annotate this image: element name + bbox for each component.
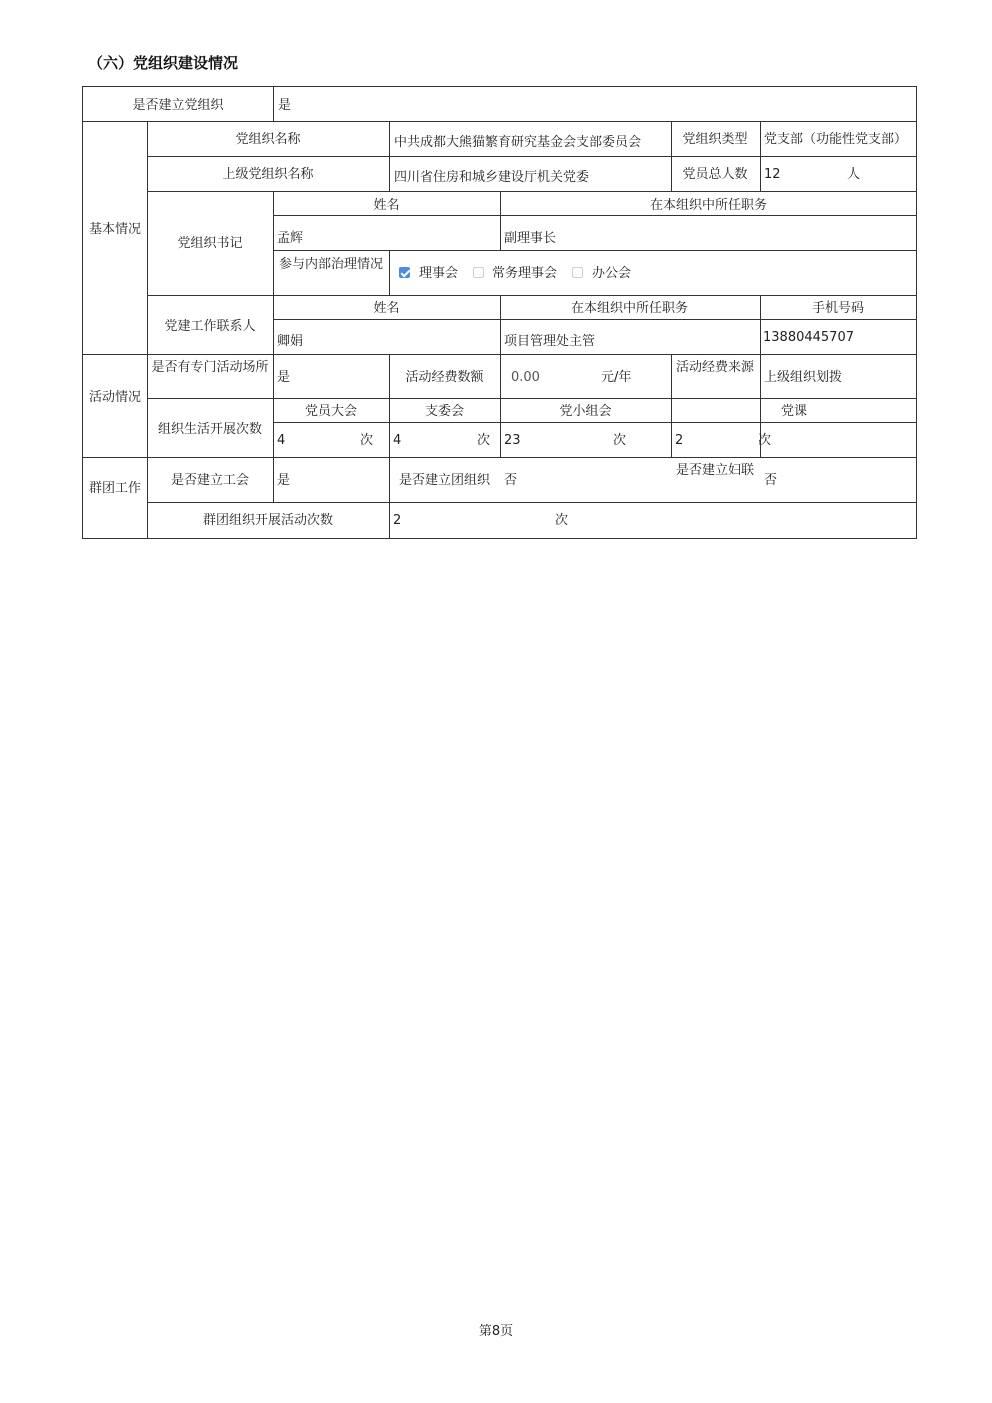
mass-count-value: 2: [393, 513, 402, 528]
secretary-label: 党组织书记: [177, 236, 243, 251]
section-heading: （六）党组织建设情况: [88, 54, 239, 72]
col-divider: [389, 502, 390, 538]
row-divider: [273, 319, 916, 320]
contact-name: 卿娟: [277, 334, 304, 349]
contact-label: 党建工作联系人: [164, 319, 256, 334]
org-type-label: 党组织类型: [682, 132, 748, 147]
row-divider: [147, 295, 916, 296]
member-count-unit: 人: [847, 167, 861, 182]
mass-count-unit: 次: [555, 513, 569, 528]
life-col-lecture: 党课: [780, 404, 807, 419]
life-col-congress: 党员大会: [304, 404, 357, 419]
mass-count-label: 群团组织开展活动次数: [202, 513, 333, 528]
established-value: 是: [278, 98, 292, 113]
life-unit-congress: 次: [360, 433, 374, 448]
life-value-group: 23: [504, 433, 521, 448]
parent-org-label: 上级党组织名称: [222, 167, 314, 182]
governance-checkbox-standing[interactable]: [473, 267, 484, 278]
secretary-name-header: 姓名: [373, 198, 400, 213]
funds-unit: 元/年: [601, 370, 632, 385]
col-divider: [389, 250, 390, 295]
venue-label: 是否有专门活动场所: [151, 360, 269, 375]
org-name-label: 党组织名称: [235, 132, 301, 147]
women-label: 是否建立妇联: [675, 463, 754, 478]
venue-value: 是: [277, 370, 291, 385]
contact-position-header: 在本组织中所任职务: [570, 301, 688, 316]
governance-option-office: 办公会: [592, 266, 632, 281]
funds-label: 活动经费数额: [405, 370, 484, 385]
row-divider: [273, 422, 916, 423]
contact-name-header: 姓名: [373, 301, 400, 316]
life-value-congress: 4: [277, 433, 286, 448]
row-divider: [273, 215, 916, 216]
union-label: 是否建立工会: [170, 473, 249, 488]
row-divider: [147, 398, 916, 399]
col-divider: [273, 354, 274, 502]
established-label: 是否建立党组织: [132, 98, 224, 113]
parent-org-value: 四川省住房和城乡建设厅机关党委: [394, 170, 590, 185]
life-unit-committee: 次: [477, 433, 491, 448]
funds-source-value: 上级组织划拨: [764, 370, 843, 385]
row-divider: [273, 250, 916, 251]
col-divider: [760, 121, 761, 191]
governance-option-standing: 常务理事会: [492, 266, 558, 281]
col-divider: [389, 121, 390, 191]
governance-option-board: 理事会: [419, 266, 459, 281]
row-divider: [83, 457, 916, 458]
row-divider: [147, 191, 916, 192]
page-number: 第8页: [478, 1324, 514, 1339]
secretary-position: 副理事长: [504, 231, 557, 246]
basic-info-label: 基本情况: [88, 222, 141, 237]
col-divider: [500, 354, 501, 398]
member-count-value: 12: [764, 167, 781, 182]
row-divider: [147, 502, 916, 503]
contact-phone: 13880445707: [763, 330, 854, 345]
life-col-group: 党小组会: [559, 404, 612, 419]
youth-value: 否: [504, 473, 518, 488]
col-divider: [273, 87, 274, 121]
contact-position: 项目管理处主管: [504, 334, 596, 349]
youth-label: 是否建立团组织: [398, 473, 490, 488]
col-divider: [273, 191, 274, 354]
governance-checkbox-office[interactable]: [572, 267, 583, 278]
row-divider: [83, 121, 916, 122]
life-value-committee: 4: [393, 433, 402, 448]
women-value: 否: [764, 473, 778, 488]
life-label: 组织生活开展次数: [157, 422, 262, 437]
life-col-committee: 支委会: [424, 404, 464, 419]
secretary-position-header: 在本组织中所任职务: [649, 198, 767, 213]
org-name-value: 中共成都大熊猫繁育研究基金会支部委员会: [394, 135, 642, 150]
row-divider: [147, 156, 916, 157]
funds-source-label: 活动经费来源: [675, 360, 754, 375]
union-value: 是: [277, 473, 291, 488]
member-count-label: 党员总人数: [682, 167, 748, 182]
secretary-name: 孟辉: [277, 231, 304, 246]
life-unit-group: 次: [613, 433, 627, 448]
life-unit-lecture: 次: [758, 433, 772, 448]
mass-work-label: 群团工作: [88, 481, 141, 496]
life-value-lecture: 2: [675, 433, 684, 448]
governance-label: 参与内部治理情况: [278, 257, 383, 272]
funds-value: 0.00: [511, 370, 540, 385]
activity-label: 活动情况: [88, 390, 141, 405]
org-type-value: 党支部（功能性党支部）: [764, 132, 908, 147]
phone-header: 手机号码: [811, 301, 864, 316]
governance-checkbox-board[interactable]: [399, 267, 410, 278]
